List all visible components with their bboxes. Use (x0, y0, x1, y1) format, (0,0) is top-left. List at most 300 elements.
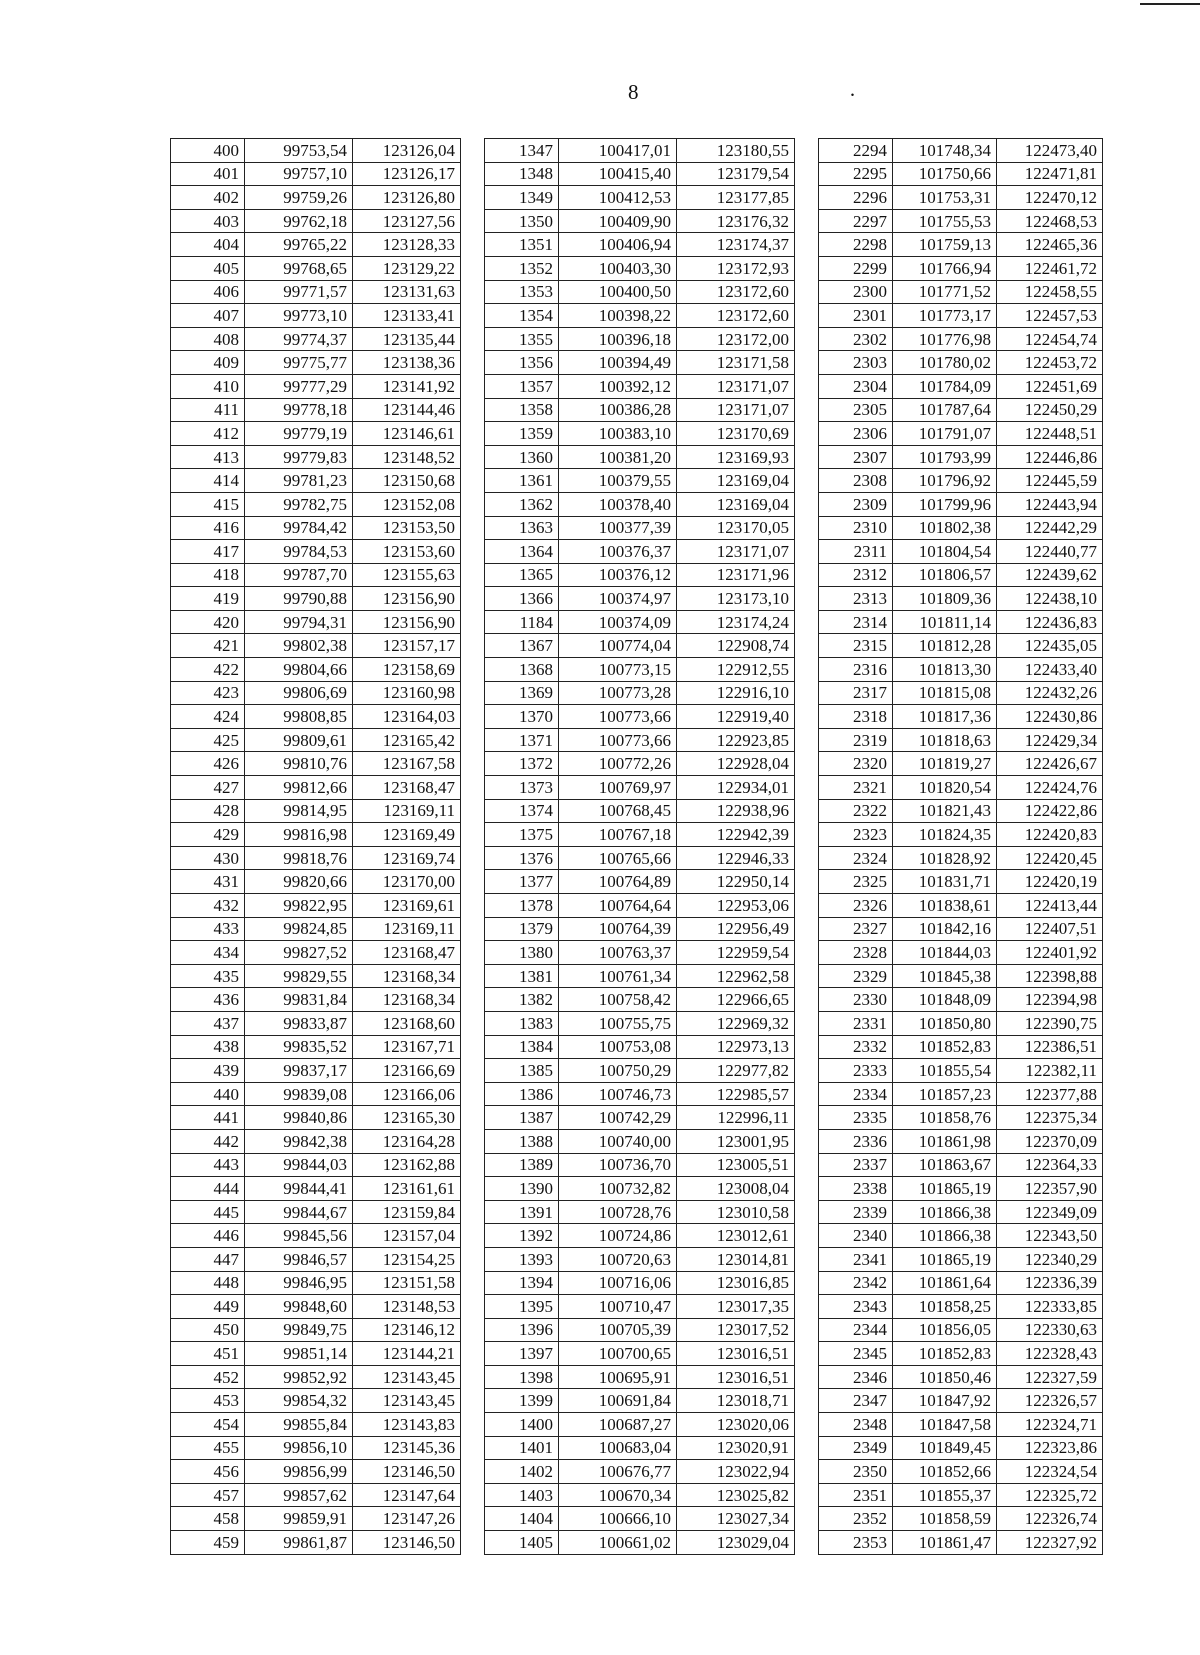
x-coordinate-cell: 100716,06 (559, 1271, 677, 1295)
y-coordinate-cell: 122375,34 (997, 1106, 1103, 1130)
point-number-cell: 405 (171, 256, 245, 280)
y-coordinate-cell: 122430,86 (997, 705, 1103, 729)
point-number-cell: 425 (171, 728, 245, 752)
x-coordinate-cell: 99842,38 (245, 1129, 353, 1153)
point-number-cell: 1383 (485, 1011, 559, 1035)
point-number-cell: 427 (171, 776, 245, 800)
x-coordinate-cell: 101806,57 (893, 563, 997, 587)
x-coordinate-cell: 101753,31 (893, 186, 997, 210)
x-coordinate-cell: 99848,60 (245, 1295, 353, 1319)
x-coordinate-cell: 101828,92 (893, 846, 997, 870)
y-coordinate-cell: 122398,88 (997, 964, 1103, 988)
y-coordinate-cell: 123169,04 (677, 469, 795, 493)
y-coordinate-cell: 122470,12 (997, 186, 1103, 210)
point-number-cell: 2314 (819, 610, 893, 634)
x-coordinate-cell: 100666,10 (559, 1507, 677, 1531)
y-coordinate-cell: 122407,51 (997, 917, 1103, 941)
x-coordinate-cell: 100772,26 (559, 752, 677, 776)
point-number-cell: 2295 (819, 162, 893, 186)
point-number-cell: 2323 (819, 823, 893, 847)
y-coordinate-cell: 123153,50 (353, 516, 461, 540)
point-number-cell: 420 (171, 610, 245, 634)
x-coordinate-cell: 100394,49 (559, 351, 677, 375)
y-coordinate-cell: 122433,40 (997, 658, 1103, 682)
point-number-cell: 406 (171, 280, 245, 304)
point-number-cell: 1364 (485, 540, 559, 564)
table-row (171, 1342, 1103, 1366)
y-coordinate-cell: 122413,44 (997, 894, 1103, 918)
table-row (171, 752, 1103, 776)
point-number-cell: 2316 (819, 658, 893, 682)
table-row (171, 1413, 1103, 1437)
table-row (171, 1200, 1103, 1224)
y-coordinate-cell: 123153,60 (353, 540, 461, 564)
table-row (171, 1295, 1103, 1319)
point-number-cell: 2321 (819, 776, 893, 800)
x-coordinate-cell: 99812,66 (245, 776, 353, 800)
point-number-cell: 1362 (485, 492, 559, 516)
x-coordinate-cell: 100765,66 (559, 846, 677, 870)
y-coordinate-cell: 123016,51 (677, 1365, 795, 1389)
table-row (171, 634, 1103, 658)
y-coordinate-cell: 123027,34 (677, 1507, 795, 1531)
point-number-cell: 400 (171, 139, 245, 163)
y-coordinate-cell: 122973,13 (677, 1035, 795, 1059)
column-gap (461, 1460, 485, 1484)
y-coordinate-cell: 123165,30 (353, 1106, 461, 1130)
column-gap (795, 846, 819, 870)
column-gap (461, 1436, 485, 1460)
column-gap (795, 964, 819, 988)
x-coordinate-cell: 101796,92 (893, 469, 997, 493)
x-coordinate-cell: 100724,86 (559, 1224, 677, 1248)
table-row (171, 1436, 1103, 1460)
column-gap (795, 280, 819, 304)
y-coordinate-cell: 122377,88 (997, 1082, 1103, 1106)
y-coordinate-cell: 123174,37 (677, 233, 795, 257)
x-coordinate-cell: 100400,50 (559, 280, 677, 304)
x-coordinate-cell: 100773,28 (559, 681, 677, 705)
point-number-cell: 2344 (819, 1318, 893, 1342)
point-number-cell: 1394 (485, 1271, 559, 1295)
column-gap (795, 516, 819, 540)
point-number-cell: 459 (171, 1531, 245, 1555)
column-gap (461, 1106, 485, 1130)
x-coordinate-cell: 101793,99 (893, 445, 997, 469)
point-number-cell: 2322 (819, 799, 893, 823)
point-number-cell: 2313 (819, 587, 893, 611)
y-coordinate-cell: 123157,04 (353, 1224, 461, 1248)
x-coordinate-cell: 100768,45 (559, 799, 677, 823)
y-coordinate-cell: 122942,39 (677, 823, 795, 847)
column-gap (461, 587, 485, 611)
y-coordinate-cell: 123126,17 (353, 162, 461, 186)
column-gap (461, 1011, 485, 1035)
x-coordinate-cell: 101802,38 (893, 516, 997, 540)
x-coordinate-cell: 100700,65 (559, 1342, 677, 1366)
coordinates-table (170, 138, 1103, 1555)
column-gap (795, 705, 819, 729)
y-coordinate-cell: 123172,60 (677, 304, 795, 328)
column-gap (795, 1389, 819, 1413)
point-number-cell: 1405 (485, 1531, 559, 1555)
point-number-cell: 456 (171, 1460, 245, 1484)
point-number-cell: 432 (171, 894, 245, 918)
point-number-cell: 1387 (485, 1106, 559, 1130)
x-coordinate-cell: 100676,77 (559, 1460, 677, 1484)
point-number-cell: 2333 (819, 1059, 893, 1083)
column-gap (795, 327, 819, 351)
table-row (171, 563, 1103, 587)
y-coordinate-cell: 122959,54 (677, 941, 795, 965)
table-row (171, 256, 1103, 280)
table-row (171, 1106, 1103, 1130)
y-coordinate-cell: 123170,00 (353, 870, 461, 894)
y-coordinate-cell: 122343,50 (997, 1224, 1103, 1248)
y-coordinate-cell: 122326,57 (997, 1389, 1103, 1413)
point-number-cell: 413 (171, 445, 245, 469)
column-gap (795, 256, 819, 280)
x-coordinate-cell: 101815,08 (893, 681, 997, 705)
point-number-cell: 2330 (819, 988, 893, 1012)
x-coordinate-cell: 101821,43 (893, 799, 997, 823)
point-number-cell: 1348 (485, 162, 559, 186)
y-coordinate-cell: 122916,10 (677, 681, 795, 705)
x-coordinate-cell: 99833,87 (245, 1011, 353, 1035)
y-coordinate-cell: 123174,24 (677, 610, 795, 634)
x-coordinate-cell: 101861,47 (893, 1531, 997, 1555)
column-gap (461, 1342, 485, 1366)
x-coordinate-cell: 99775,77 (245, 351, 353, 375)
point-number-cell: 434 (171, 941, 245, 965)
point-number-cell: 2296 (819, 186, 893, 210)
column-gap (795, 209, 819, 233)
point-number-cell: 410 (171, 374, 245, 398)
x-coordinate-cell: 100415,40 (559, 162, 677, 186)
y-coordinate-cell: 123167,58 (353, 752, 461, 776)
column-gap (461, 1200, 485, 1224)
point-number-cell: 457 (171, 1483, 245, 1507)
y-coordinate-cell: 123146,50 (353, 1460, 461, 1484)
point-number-cell: 1351 (485, 233, 559, 257)
x-coordinate-cell: 100376,37 (559, 540, 677, 564)
point-number-cell: 1368 (485, 658, 559, 682)
point-number-cell: 455 (171, 1436, 245, 1460)
column-gap (795, 1011, 819, 1035)
point-number-cell: 1375 (485, 823, 559, 847)
table-row (171, 186, 1103, 210)
table-row (171, 964, 1103, 988)
point-number-cell: 1397 (485, 1342, 559, 1366)
point-number-cell: 2302 (819, 327, 893, 351)
y-coordinate-cell: 123008,04 (677, 1177, 795, 1201)
y-coordinate-cell: 122969,32 (677, 1011, 795, 1035)
point-number-cell: 1377 (485, 870, 559, 894)
y-coordinate-cell: 123147,26 (353, 1507, 461, 1531)
point-number-cell: 1381 (485, 964, 559, 988)
point-number-cell: 417 (171, 540, 245, 564)
y-coordinate-cell: 122919,40 (677, 705, 795, 729)
x-coordinate-cell: 99849,75 (245, 1318, 353, 1342)
column-gap (795, 398, 819, 422)
x-coordinate-cell: 100767,18 (559, 823, 677, 847)
column-gap (795, 233, 819, 257)
x-coordinate-cell: 101809,36 (893, 587, 997, 611)
column-gap (461, 1059, 485, 1083)
y-coordinate-cell: 123172,00 (677, 327, 795, 351)
point-number-cell: 430 (171, 846, 245, 870)
x-coordinate-cell: 100732,82 (559, 1177, 677, 1201)
x-coordinate-cell: 100774,04 (559, 634, 677, 658)
y-coordinate-cell: 122454,74 (997, 327, 1103, 351)
y-coordinate-cell: 123167,71 (353, 1035, 461, 1059)
column-gap (795, 1082, 819, 1106)
column-gap (461, 1507, 485, 1531)
y-coordinate-cell: 122394,98 (997, 988, 1103, 1012)
y-coordinate-cell: 122442,29 (997, 516, 1103, 540)
point-number-cell: 452 (171, 1365, 245, 1389)
x-coordinate-cell: 100374,97 (559, 587, 677, 611)
x-coordinate-cell: 100764,39 (559, 917, 677, 941)
y-coordinate-cell: 122438,10 (997, 587, 1103, 611)
x-coordinate-cell: 101831,71 (893, 870, 997, 894)
column-gap (795, 1035, 819, 1059)
point-number-cell: 2341 (819, 1247, 893, 1271)
column-gap (795, 1507, 819, 1531)
table-row (171, 610, 1103, 634)
y-coordinate-cell: 122349,09 (997, 1200, 1103, 1224)
y-coordinate-cell: 123148,53 (353, 1295, 461, 1319)
column-gap (795, 304, 819, 328)
y-coordinate-cell: 122324,71 (997, 1413, 1103, 1437)
x-coordinate-cell: 101750,66 (893, 162, 997, 186)
y-coordinate-cell: 123025,82 (677, 1483, 795, 1507)
y-coordinate-cell: 123143,45 (353, 1389, 461, 1413)
x-coordinate-cell: 100773,66 (559, 728, 677, 752)
point-number-cell: 1384 (485, 1035, 559, 1059)
x-coordinate-cell: 101813,30 (893, 658, 997, 682)
y-coordinate-cell: 122330,63 (997, 1318, 1103, 1342)
column-gap (461, 398, 485, 422)
table-row (171, 304, 1103, 328)
point-number-cell: 438 (171, 1035, 245, 1059)
y-coordinate-cell: 123151,58 (353, 1271, 461, 1295)
y-coordinate-cell: 123169,49 (353, 823, 461, 847)
page-mark: · (849, 83, 856, 107)
x-coordinate-cell: 100758,42 (559, 988, 677, 1012)
point-number-cell: 1363 (485, 516, 559, 540)
y-coordinate-cell: 123146,61 (353, 422, 461, 446)
x-coordinate-cell: 100376,12 (559, 563, 677, 587)
column-gap (795, 917, 819, 941)
table-row (171, 516, 1103, 540)
point-number-cell: 2325 (819, 870, 893, 894)
x-coordinate-cell: 100374,09 (559, 610, 677, 634)
column-gap (795, 1153, 819, 1177)
point-number-cell: 1353 (485, 280, 559, 304)
point-number-cell: 408 (171, 327, 245, 351)
y-coordinate-cell: 122326,74 (997, 1507, 1103, 1531)
x-coordinate-cell: 101852,83 (893, 1035, 997, 1059)
point-number-cell: 1386 (485, 1082, 559, 1106)
x-coordinate-cell: 101866,38 (893, 1200, 997, 1224)
x-coordinate-cell: 99824,85 (245, 917, 353, 941)
y-coordinate-cell: 123171,96 (677, 563, 795, 587)
point-number-cell: 443 (171, 1153, 245, 1177)
table-row (171, 1011, 1103, 1035)
point-number-cell: 1399 (485, 1389, 559, 1413)
table-row (171, 728, 1103, 752)
column-gap (795, 1247, 819, 1271)
point-number-cell: 2338 (819, 1177, 893, 1201)
y-coordinate-cell: 123169,61 (353, 894, 461, 918)
table-row (171, 422, 1103, 446)
x-coordinate-cell: 99782,75 (245, 492, 353, 516)
x-coordinate-cell: 99827,52 (245, 941, 353, 965)
y-coordinate-cell: 122953,06 (677, 894, 795, 918)
y-coordinate-cell: 123158,69 (353, 658, 461, 682)
x-coordinate-cell: 99845,56 (245, 1224, 353, 1248)
column-gap (461, 469, 485, 493)
y-coordinate-cell: 123146,50 (353, 1531, 461, 1555)
point-number-cell: 2324 (819, 846, 893, 870)
column-gap (795, 752, 819, 776)
x-coordinate-cell: 101847,58 (893, 1413, 997, 1437)
x-coordinate-cell: 99753,54 (245, 139, 353, 163)
x-coordinate-cell: 99852,92 (245, 1365, 353, 1389)
table-row (171, 1460, 1103, 1484)
x-coordinate-cell: 99777,29 (245, 374, 353, 398)
x-coordinate-cell: 101787,64 (893, 398, 997, 422)
x-coordinate-cell: 101848,09 (893, 988, 997, 1012)
point-number-cell: 436 (171, 988, 245, 1012)
x-coordinate-cell: 100769,97 (559, 776, 677, 800)
table-row (171, 1059, 1103, 1083)
point-number-cell: 1374 (485, 799, 559, 823)
y-coordinate-cell: 122386,51 (997, 1035, 1103, 1059)
y-coordinate-cell: 122934,01 (677, 776, 795, 800)
table-row (171, 162, 1103, 186)
point-number-cell: 2309 (819, 492, 893, 516)
point-number-cell: 2350 (819, 1460, 893, 1484)
y-coordinate-cell: 122420,19 (997, 870, 1103, 894)
x-coordinate-cell: 99773,10 (245, 304, 353, 328)
y-coordinate-cell: 123171,07 (677, 398, 795, 422)
point-number-cell: 431 (171, 870, 245, 894)
y-coordinate-cell: 123179,54 (677, 162, 795, 186)
y-coordinate-cell: 123131,63 (353, 280, 461, 304)
column-gap (461, 280, 485, 304)
point-number-cell: 1184 (485, 610, 559, 634)
column-gap (461, 823, 485, 847)
table-row (171, 1035, 1103, 1059)
point-number-cell: 409 (171, 351, 245, 375)
y-coordinate-cell: 122328,43 (997, 1342, 1103, 1366)
x-coordinate-cell: 99794,31 (245, 610, 353, 634)
y-coordinate-cell: 123016,85 (677, 1271, 795, 1295)
x-coordinate-cell: 99818,76 (245, 846, 353, 870)
point-number-cell: 2297 (819, 209, 893, 233)
y-coordinate-cell: 123169,11 (353, 917, 461, 941)
x-coordinate-cell: 101804,54 (893, 540, 997, 564)
y-coordinate-cell: 123170,69 (677, 422, 795, 446)
y-coordinate-cell: 123176,32 (677, 209, 795, 233)
column-gap (795, 1342, 819, 1366)
y-coordinate-cell: 123159,84 (353, 1200, 461, 1224)
y-coordinate-cell: 123128,33 (353, 233, 461, 257)
column-gap (461, 1271, 485, 1295)
point-number-cell: 1371 (485, 728, 559, 752)
point-number-cell: 414 (171, 469, 245, 493)
y-coordinate-cell: 122465,36 (997, 233, 1103, 257)
point-number-cell: 429 (171, 823, 245, 847)
column-gap (795, 469, 819, 493)
point-number-cell: 441 (171, 1106, 245, 1130)
x-coordinate-cell: 99778,18 (245, 398, 353, 422)
x-coordinate-cell: 101755,53 (893, 209, 997, 233)
x-coordinate-cell: 99816,98 (245, 823, 353, 847)
y-coordinate-cell: 122439,62 (997, 563, 1103, 587)
y-coordinate-cell: 123157,17 (353, 634, 461, 658)
x-coordinate-cell: 100386,28 (559, 398, 677, 422)
x-coordinate-cell: 99774,37 (245, 327, 353, 351)
point-number-cell: 1365 (485, 563, 559, 587)
table-row (171, 1153, 1103, 1177)
y-coordinate-cell: 122468,53 (997, 209, 1103, 233)
x-coordinate-cell: 99851,14 (245, 1342, 353, 1366)
table-row (171, 894, 1103, 918)
column-gap (795, 894, 819, 918)
column-gap (795, 1224, 819, 1248)
table-row (171, 846, 1103, 870)
y-coordinate-cell: 123169,93 (677, 445, 795, 469)
y-coordinate-cell: 122448,51 (997, 422, 1103, 446)
x-coordinate-cell: 100736,70 (559, 1153, 677, 1177)
point-number-cell: 2312 (819, 563, 893, 587)
table-row (171, 1247, 1103, 1271)
column-gap (461, 964, 485, 988)
x-coordinate-cell: 100746,73 (559, 1082, 677, 1106)
x-coordinate-cell: 101861,64 (893, 1271, 997, 1295)
table-row (171, 139, 1103, 163)
y-coordinate-cell: 123014,81 (677, 1247, 795, 1271)
point-number-cell: 453 (171, 1389, 245, 1413)
point-number-cell: 2334 (819, 1082, 893, 1106)
y-coordinate-cell: 123169,04 (677, 492, 795, 516)
point-number-cell: 1402 (485, 1460, 559, 1484)
table-row (171, 540, 1103, 564)
x-coordinate-cell: 101773,17 (893, 304, 997, 328)
point-number-cell: 2317 (819, 681, 893, 705)
y-coordinate-cell: 122336,39 (997, 1271, 1103, 1295)
point-number-cell: 423 (171, 681, 245, 705)
point-number-cell: 2332 (819, 1035, 893, 1059)
point-number-cell: 2351 (819, 1483, 893, 1507)
x-coordinate-cell: 101849,45 (893, 1436, 997, 1460)
table-row (171, 941, 1103, 965)
x-coordinate-cell: 100753,08 (559, 1035, 677, 1059)
y-coordinate-cell: 123017,35 (677, 1295, 795, 1319)
y-coordinate-cell: 123126,04 (353, 139, 461, 163)
column-gap (795, 162, 819, 186)
y-coordinate-cell: 123164,03 (353, 705, 461, 729)
x-coordinate-cell: 99859,91 (245, 1507, 353, 1531)
y-coordinate-cell: 123152,08 (353, 492, 461, 516)
y-coordinate-cell: 123141,92 (353, 374, 461, 398)
point-number-cell: 2299 (819, 256, 893, 280)
point-number-cell: 448 (171, 1271, 245, 1295)
y-coordinate-cell: 123144,46 (353, 398, 461, 422)
